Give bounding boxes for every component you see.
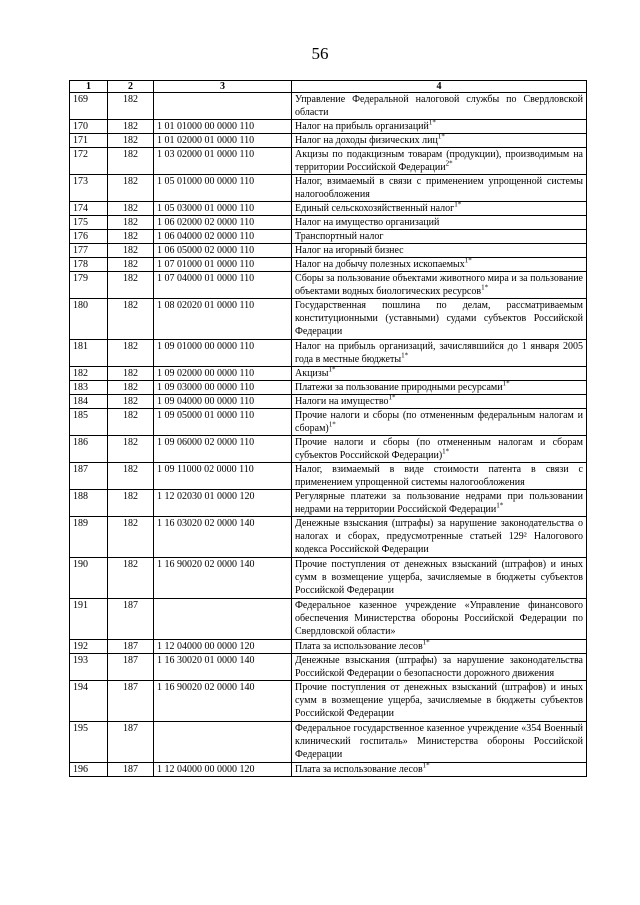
row-number-cell: 191 [70,599,108,640]
column-header: 3 [154,81,292,93]
budget-code-cell: 1 06 04000 02 0000 110 [154,230,292,244]
footnote-mark: 1* [422,762,430,770]
revenue-name-cell [292,599,587,640]
row-number-cell: 170 [70,120,108,134]
row-number-cell: 169 [70,93,108,120]
column-header: 2 [108,81,154,93]
row-number-cell: 184 [70,395,108,409]
admin-code-cell: 182 [108,299,154,340]
footnote-mark: 1* [428,119,436,127]
revenue-name-cell [292,395,587,409]
admin-code-cell: 182 [108,258,154,272]
revenue-name-text: Управление Федеральной налоговой службы по Свердловской области [295,94,583,118]
row-number-cell: 174 [70,202,108,216]
footnote-mark: 1* [496,501,504,510]
footnote-mark: 1* [454,201,462,209]
admin-code-cell: 182 [108,517,154,558]
revenue-name-text: Прочие налоги и сборы (по отмененным федеральным налогам и сборам) [295,410,583,434]
revenue-name-cell [292,654,587,681]
footnote-mark: 1* [422,639,430,647]
row-number-cell: 185 [70,409,108,436]
revenue-name-cell [292,367,587,381]
revenue-name-cell [292,175,587,202]
table-row [70,244,587,258]
revenue-name-text: Транспортный налог [295,231,384,242]
table-row [70,763,587,777]
admin-code-cell: 187 [108,722,154,763]
revenue-name-text: Денежные взыскания (штрафы) за нарушение законодательства Российской Федерации о безопасности дорожного движения [295,655,583,679]
footnote-mark: 1* [442,447,450,456]
revenue-name-cell [292,299,587,340]
revenue-name-cell [292,230,587,244]
table-body [70,93,587,777]
admin-code-cell: 182 [108,436,154,463]
row-number-cell: 196 [70,763,108,777]
budget-code-cell [154,599,292,640]
row-number-cell: 192 [70,640,108,654]
budget-code-cell: 1 09 03000 00 0000 110 [154,381,292,395]
revenue-name-cell [292,640,587,654]
table-row [70,517,587,558]
table-row [70,258,587,272]
admin-code-cell: 182 [108,409,154,436]
budget-code-cell: 1 12 04000 00 0000 120 [154,640,292,654]
budget-code-cell: 1 12 02030 01 0000 120 [154,490,292,517]
revenue-name-cell [292,272,587,299]
table-row [70,599,587,640]
admin-code-cell: 182 [108,216,154,230]
footnote-mark: 1* [328,366,336,374]
budget-code-cell: 1 16 90020 02 0000 140 [154,681,292,722]
revenue-name-text: Акцизы по подакцизным товарам (продукции), производимым на территории Российской Федерации [295,149,583,173]
column-header: 1 [70,81,108,93]
revenue-name-text: Прочие поступления от денежных взысканий (штрафов) и иных сумм в возмещение ущерба, зачисляемые в бюджеты субъектов Российской Федерации [295,559,583,596]
table-row [70,120,587,134]
revenue-name-text: Платежи за пользование природными ресурсами [295,382,503,393]
revenue-name-cell [292,681,587,722]
row-number-cell: 176 [70,230,108,244]
table-row [70,722,587,763]
admin-code-cell: 187 [108,681,154,722]
revenue-name-text: Сборы за пользование объектами животного мира и за пользование объектами водных биологических ресурсов [295,273,583,297]
budget-code-cell: 1 09 04000 00 0000 110 [154,395,292,409]
row-number-cell: 175 [70,216,108,230]
revenue-name-text: Акцизы [295,368,329,379]
admin-code-cell: 182 [108,148,154,175]
budget-code-cell [154,93,292,120]
admin-code-cell: 182 [108,272,154,299]
table-row [70,367,587,381]
budget-code-cell: 1 09 02000 00 0000 110 [154,367,292,381]
table-row [70,299,587,340]
revenue-name-text: Налог на игорный бизнес [295,245,404,256]
revenue-name-cell [292,258,587,272]
table-header-row [70,81,587,93]
table-row [70,640,587,654]
table-row [70,134,587,148]
revenue-name-cell [292,202,587,216]
revenue-name-text: Налог на прибыль организаций [295,121,429,132]
footnote-mark: 2* [445,159,453,168]
budget-code-cell: 1 06 05000 02 0000 110 [154,244,292,258]
column-header: 4 [292,81,587,93]
budget-code-cell: 1 07 01000 01 0000 110 [154,258,292,272]
revenue-name-cell [292,340,587,367]
revenue-name-cell [292,722,587,763]
budget-code-cell: 1 01 02000 01 0000 110 [154,134,292,148]
revenue-name-text: Прочие налоги и сборы (по отмененным налогам и сборам субъектов Российской Федерации) [295,437,583,461]
budget-code-cell: 1 03 02000 01 0000 110 [154,148,292,175]
revenue-table [69,80,587,777]
budget-code-cell: 1 09 05000 01 0000 110 [154,409,292,436]
revenue-name-cell [292,148,587,175]
budget-code-cell: 1 07 04000 01 0000 110 [154,272,292,299]
budget-code-cell: 1 16 90020 02 0000 140 [154,558,292,599]
admin-code-cell: 182 [108,490,154,517]
budget-code-cell: 1 12 04000 00 0000 120 [154,763,292,777]
budget-code-cell: 1 05 01000 00 0000 110 [154,175,292,202]
revenue-name-text: Налог на доходы физических лиц [295,135,438,146]
row-number-cell: 193 [70,654,108,681]
revenue-name-text: Плата за использование лесов [295,764,423,775]
revenue-name-cell [292,558,587,599]
admin-code-cell: 182 [108,134,154,148]
table-row [70,148,587,175]
budget-code-cell: 1 05 03000 01 0000 110 [154,202,292,216]
revenue-name-text: Налоги на имущество [295,396,389,407]
admin-code-cell: 182 [108,120,154,134]
table-row [70,490,587,517]
revenue-name-cell [292,409,587,436]
budget-code-cell: 1 01 01000 00 0000 110 [154,120,292,134]
table-row [70,681,587,722]
revenue-name-cell [292,517,587,558]
revenue-name-text: Федеральное государственное казенное учреждение «354 Военный клинический госпиталь» Министерства обороны Российской Федерации [295,723,583,760]
table-row [70,93,587,120]
admin-code-cell: 182 [108,367,154,381]
row-number-cell: 181 [70,340,108,367]
revenue-name-cell [292,93,587,120]
revenue-name-text: Прочие поступления от денежных взысканий (штрафов) и иных сумм в возмещение ущерба, зачисляемые в бюджеты субъектов Российской Федерации [295,682,583,719]
revenue-name-cell [292,763,587,777]
revenue-name-text: Федеральное казенное учреждение «Управление финансового обеспечения Министерства обороны Российской Федерации по Свердловской области» [295,600,583,637]
revenue-name-text: Регулярные платежи за пользование недрами при пользовании недрами на территории Российской Федерации [295,491,583,515]
table-row [70,175,587,202]
budget-code-cell: 1 09 11000 02 0000 110 [154,463,292,490]
budget-code-cell: 1 09 01000 00 0000 110 [154,340,292,367]
row-number-cell: 178 [70,258,108,272]
footnote-mark: 1* [328,420,336,429]
table-row [70,463,587,490]
revenue-name-text: Налог, взимаемый в виде стоимости патента в связи с применением упрощенной системы налогообложения [295,464,583,488]
budget-code-cell: 1 09 06000 02 0000 110 [154,436,292,463]
footnote-mark: 1* [388,394,396,402]
row-number-cell: 194 [70,681,108,722]
footnote-mark: 1* [502,380,510,388]
revenue-name-cell [292,436,587,463]
row-number-cell: 189 [70,517,108,558]
row-number-cell: 177 [70,244,108,258]
table-row [70,216,587,230]
revenue-name-cell [292,381,587,395]
budget-code-cell [154,722,292,763]
table-row [70,340,587,367]
table-row [70,381,587,395]
row-number-cell: 179 [70,272,108,299]
row-number-cell: 172 [70,148,108,175]
admin-code-cell: 187 [108,654,154,681]
admin-code-cell: 187 [108,599,154,640]
budget-code-cell: 1 08 02020 01 0000 110 [154,299,292,340]
revenue-name-text: Государственная пошлина по делам, рассматриваемым конституционными (уставными) судами субъектов Российской Федерации [295,300,583,337]
revenue-name-text: Налог, взимаемый в связи с применением упрощенной системы налогообложения [295,176,583,200]
revenue-name-text: Налог на добычу полезных ископаемых [295,259,465,270]
table-row [70,558,587,599]
budget-code-cell: 1 16 03020 02 0000 140 [154,517,292,558]
table-row [70,654,587,681]
row-number-cell: 187 [70,463,108,490]
table-row [70,230,587,244]
page-number: 56 [311,44,329,63]
row-number-cell: 195 [70,722,108,763]
admin-code-cell: 182 [108,381,154,395]
footnote-mark: 1* [401,351,409,360]
row-number-cell: 190 [70,558,108,599]
table-row [70,202,587,216]
admin-code-cell: 182 [108,395,154,409]
admin-code-cell: 187 [108,763,154,777]
revenue-name-cell [292,244,587,258]
row-number-cell: 183 [70,381,108,395]
table-row [70,409,587,436]
row-number-cell: 186 [70,436,108,463]
revenue-name-cell [292,463,587,490]
row-number-cell: 173 [70,175,108,202]
revenue-name-text: Налог на прибыль организаций, зачислявшийся до 1 января 2005 года в местные бюджеты [295,341,583,365]
budget-code-cell: 1 06 02000 02 0000 110 [154,216,292,230]
revenue-name-text: Единый сельскохозяйственный налог [295,203,455,214]
revenue-name-cell [292,216,587,230]
table-row [70,395,587,409]
row-number-cell: 180 [70,299,108,340]
admin-code-cell: 182 [108,175,154,202]
admin-code-cell: 182 [108,463,154,490]
admin-code-cell: 182 [108,93,154,120]
row-number-cell: 182 [70,367,108,381]
table-row [70,436,587,463]
admin-code-cell: 182 [108,558,154,599]
footnote-mark: 1* [437,133,445,141]
admin-code-cell: 182 [108,202,154,216]
footnote-mark: 1* [481,283,489,292]
admin-code-cell: 187 [108,640,154,654]
budget-code-cell: 1 16 30020 01 0000 140 [154,654,292,681]
table-row [70,272,587,299]
revenue-name-cell [292,120,587,134]
revenue-name-text: Плата за использование лесов [295,641,423,652]
row-number-cell: 171 [70,134,108,148]
admin-code-cell: 182 [108,244,154,258]
footnote-mark: 1* [464,257,472,265]
revenue-name-cell [292,490,587,517]
admin-code-cell: 182 [108,230,154,244]
revenue-name-text: Налог на имущество организаций [295,217,440,228]
row-number-cell: 188 [70,490,108,517]
admin-code-cell: 182 [108,340,154,367]
revenue-name-text: Денежные взыскания (штрафы) за нарушение законодательства о налогах и сборах, предусмотренные статьей 129² Налогового кодекса Российской Федерации [295,518,583,555]
revenue-name-cell [292,134,587,148]
